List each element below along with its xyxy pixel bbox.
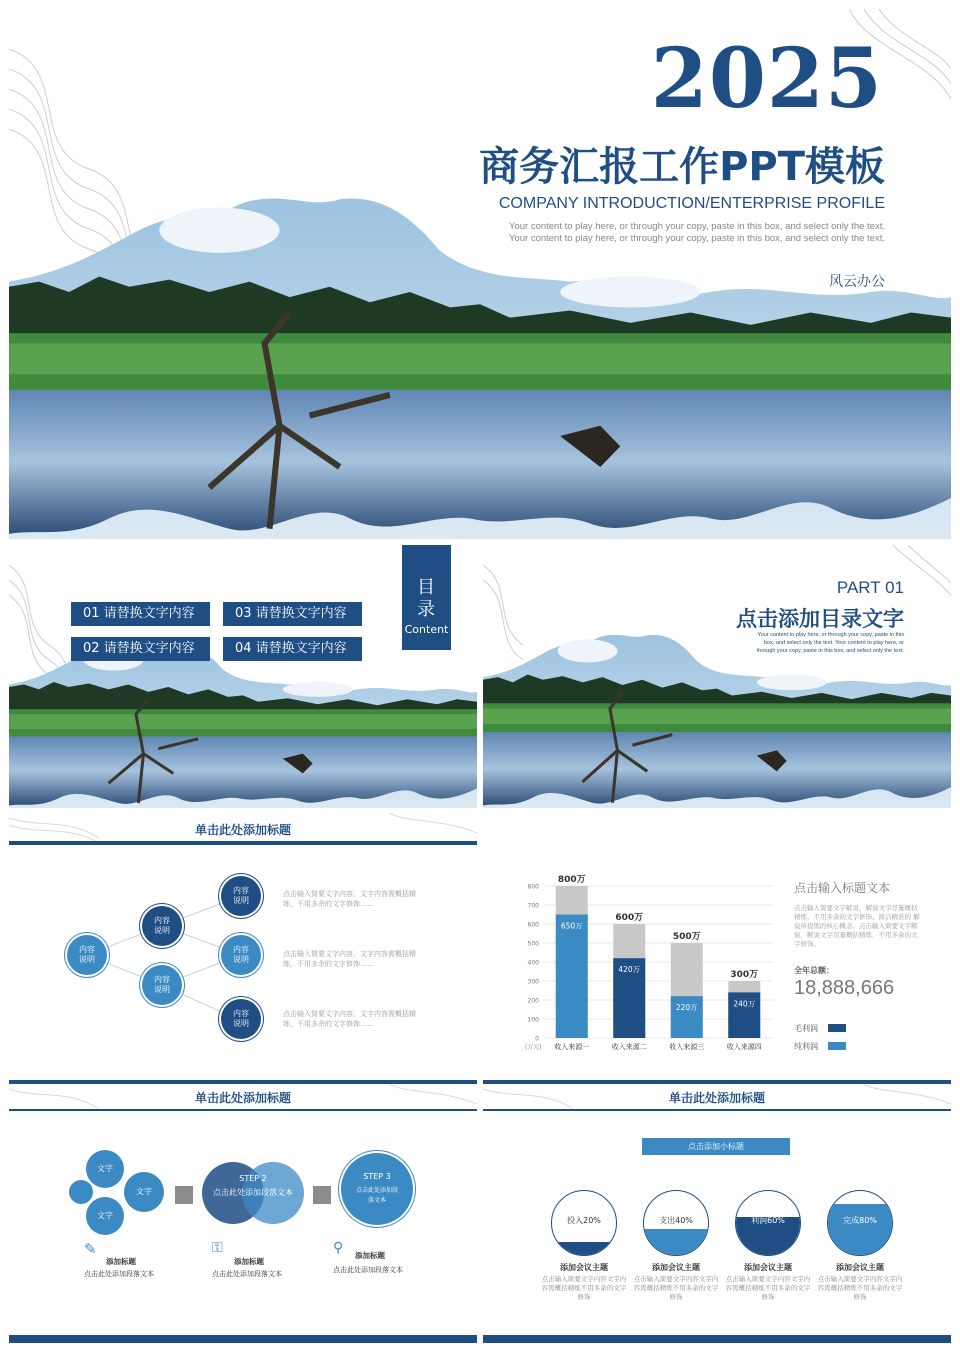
bubble-label: 文字 xyxy=(97,1211,113,1220)
y-tick-label: 100 xyxy=(527,1016,539,1024)
y-tick-label: 800 xyxy=(527,883,539,891)
gauge-label: 利润60% xyxy=(751,1216,785,1225)
landscape-photo xyxy=(9,640,477,808)
node-description-1: 点击输入简要文字内容，文字内容需概括精练，不用多余的文字修饰…… xyxy=(283,890,416,908)
node-description-2: 点击输入简要文字内容，文字内容需概括精练，不用多余的文字修饰…… xyxy=(283,950,416,968)
mindmap-node-leaf-2[interactable] xyxy=(221,935,261,975)
bar-inner-label: 220万 xyxy=(675,1003,698,1013)
subtitle-box: 点击添加小标题 xyxy=(642,1138,790,1155)
slide-part[interactable] xyxy=(483,545,951,808)
arrow-square-2 xyxy=(313,1186,331,1204)
pencil-icon: ✎ xyxy=(84,1240,97,1258)
mindmap-node-lower[interactable] xyxy=(142,965,182,1005)
gauge-item[interactable] xyxy=(817,1190,903,1302)
slide-heading: 单击此处添加标题 xyxy=(668,1091,765,1105)
gauge-item[interactable] xyxy=(633,1190,719,1302)
bar-top-label: 300万 xyxy=(730,970,759,980)
gauge-item[interactable] xyxy=(541,1190,627,1302)
x-tick-label: 收入来源三 xyxy=(669,1043,705,1051)
gauge-title: 添加会议主题 xyxy=(652,1263,700,1272)
toc-item-03[interactable]: 03 请替换文字内容 xyxy=(223,602,362,626)
bubble-1[interactable] xyxy=(86,1150,124,1188)
node-label: 内容 说明 xyxy=(233,945,249,964)
mindmap-node-leaf-1[interactable] xyxy=(221,876,261,916)
gauge-text: 点击输入简要文字内容文字内容需概括精炼不用多余的文字修饰 xyxy=(817,1275,903,1301)
y-tick-label: 400 xyxy=(527,959,539,967)
bar-inner-label: 650万 xyxy=(560,921,583,931)
x-tick-label: 收入来源一 xyxy=(554,1043,590,1051)
gauge-title: 添加会议主题 xyxy=(744,1263,792,1272)
heading-bar xyxy=(9,1109,477,1111)
legend-swatch-dark xyxy=(828,1024,846,1032)
node-label: 内容 说明 xyxy=(154,975,170,994)
y-tick-label: 500 xyxy=(527,940,539,948)
node-label: 内容 说明 xyxy=(233,886,249,905)
caption-text: 点击此处添加段落文本 xyxy=(212,1270,282,1278)
gauge-circle xyxy=(827,1190,893,1256)
unit-label: (万元) xyxy=(525,1044,542,1051)
search-icon: ⚲ xyxy=(333,1240,344,1256)
bubble-3[interactable] xyxy=(86,1197,124,1235)
bottom-bar xyxy=(483,1335,951,1343)
bubble-label: 文字 xyxy=(97,1164,113,1173)
caption-title: 添加标题 xyxy=(106,1257,136,1266)
toc-title: 目录 xyxy=(417,577,435,620)
y-tick-label: 700 xyxy=(527,902,539,910)
toc-item-04[interactable]: 04 请替换文字内容 xyxy=(223,637,362,661)
y-tick-label: 300 xyxy=(527,978,539,986)
bar-inner-label: 240万 xyxy=(733,999,756,1009)
slide-toc[interactable] xyxy=(9,545,477,808)
gauge-circle xyxy=(551,1190,617,1256)
bubble-label: 文字 xyxy=(136,1187,152,1196)
legend-net xyxy=(794,1041,818,1052)
bubble-2[interactable] xyxy=(124,1172,164,1212)
gauge-text: 点击输入简要文字内容文字内容需概括精炼不用多余的文字修饰 xyxy=(541,1275,627,1301)
x-tick-label: 收入来源四 xyxy=(726,1043,762,1051)
caption-text: 点击此处添加段落文本 xyxy=(84,1270,154,1278)
step2-title: STEP 2 xyxy=(239,1174,267,1183)
slide-steps[interactable] xyxy=(9,1080,477,1343)
part-title: 点击添加目录文字 xyxy=(736,607,904,631)
bar-top-label: 600万 xyxy=(615,913,644,923)
gauge-item[interactable] xyxy=(725,1190,811,1302)
gauge-title: 添加会议主题 xyxy=(836,1263,884,1272)
caption-text: 点击此处添加段落文本 xyxy=(333,1266,403,1274)
legend-swatch-light xyxy=(828,1042,846,1050)
node-label: 内容 说明 xyxy=(154,916,170,935)
bar-net xyxy=(556,915,588,1039)
gauge-label: 投入20% xyxy=(567,1216,601,1225)
caption-1 xyxy=(84,1240,174,1279)
slide-heading: 单击此处添加标题 xyxy=(194,823,291,837)
bottom-bar xyxy=(9,1335,477,1343)
caption-title: 添加标题 xyxy=(355,1251,385,1260)
bubble-small xyxy=(69,1180,93,1204)
gauge-text: 点击输入简要文字内容文字内容需概括精炼不用多余的文字修饰 xyxy=(725,1275,811,1301)
slide-mindmap[interactable] xyxy=(9,813,477,1076)
gauge-label: 支出40% xyxy=(659,1216,693,1225)
side-text: 点击输入简要文字解说，解说文字尽量概括精炼，不用多余的文字修饰。简洁精准的 解说所提炼的核心概念。点击输入简要文字解说，解说文字尽量概括精炼，不用多余的文字修饰。 xyxy=(794,904,920,948)
mindmap-node-root[interactable] xyxy=(67,935,107,975)
total-value: 18,888,666 xyxy=(794,977,895,999)
y-tick-label: 0 xyxy=(535,1035,539,1043)
caption-2 xyxy=(212,1240,302,1279)
gauge-text: 点击输入简要文字内容文字内容需概括精炼不用多余的文字修饰 xyxy=(633,1275,719,1301)
gauge-title: 添加会议主题 xyxy=(560,1263,608,1272)
gauge-fill xyxy=(552,1242,616,1255)
gauge-circle xyxy=(735,1190,801,1256)
author: 风云办公 xyxy=(829,274,885,290)
slide-cover[interactable] xyxy=(9,9,951,539)
arrow-square-1 xyxy=(175,1186,193,1204)
bar-top-label: 500万 xyxy=(672,932,701,942)
key-icon: ⚿ xyxy=(212,1240,223,1256)
node-label: 内容 说明 xyxy=(233,1009,249,1028)
node-label: 内容 说明 xyxy=(79,945,95,964)
step2-label xyxy=(202,1174,304,1198)
caption-title: 添加标题 xyxy=(234,1257,264,1266)
english-subtitle: COMPANY INTRODUCTION/ENTERPRISE PROFILE xyxy=(498,195,885,212)
side-title: 点击输入标题文本 xyxy=(794,881,891,895)
part-label: PART 01 xyxy=(836,578,904,597)
step3-title: STEP 3 xyxy=(363,1172,391,1181)
slide-chart[interactable] xyxy=(483,813,951,1076)
revenue-bar-chart xyxy=(483,813,783,1063)
gauge-fill xyxy=(828,1204,892,1255)
toc-subtitle: Content xyxy=(404,623,449,636)
toc-item-01[interactable]: 01 请替换文字内容 xyxy=(71,602,210,626)
legend-gross xyxy=(794,1023,818,1034)
toc-item-02[interactable]: 02 请替换文字内容 xyxy=(71,637,210,661)
total-label: 全年总额： xyxy=(794,966,834,975)
slide-heading: 单击此处添加标题 xyxy=(194,1091,291,1105)
x-tick-label: 收入来源二 xyxy=(611,1043,647,1051)
gauge-label: 完成80% xyxy=(843,1216,877,1225)
main-title: 商务汇报工作PPT模板 xyxy=(479,144,885,190)
toc-title-box xyxy=(402,545,451,650)
legend-label: 纯利润 xyxy=(794,1042,818,1051)
legend-label: 毛利润 xyxy=(794,1024,818,1033)
node-description-3: 点击输入简要文字内容，文字内容需概括精练，不用多余的文字修饰…… xyxy=(283,1010,416,1028)
part-desc: Your content to play here, or through your copy, paste in this box, and select only the text. Your content to play here, or through your copy, paste in this box, and select only the text. xyxy=(756,632,904,654)
y-tick-label: 200 xyxy=(527,997,539,1005)
year-title: 2025 xyxy=(650,31,883,127)
bar-top-label: 800万 xyxy=(557,875,586,885)
caption-3 xyxy=(333,1240,423,1275)
step3-circle[interactable] xyxy=(341,1153,413,1225)
slide-gauges[interactable] xyxy=(483,1080,951,1343)
bar-inner-label: 420万 xyxy=(618,965,641,975)
landscape-photo xyxy=(483,630,951,808)
mindmap-node-leaf-3[interactable] xyxy=(221,999,261,1039)
gauge-circle xyxy=(643,1190,709,1256)
mindmap-node-upper[interactable] xyxy=(142,906,182,946)
step2-text: 点击此处添加段落文本 xyxy=(213,1188,293,1197)
gauge-fill xyxy=(644,1229,708,1255)
y-tick-label: 600 xyxy=(527,921,539,929)
step3-text: 点击此处添加段落文本 xyxy=(355,1187,398,1204)
heading-bar xyxy=(483,1109,951,1111)
description: Your content to play here, or through your copy, paste in this box, and select only the text. Your content to play here, or through your copy, paste in this box, and select only the text. xyxy=(508,221,885,244)
